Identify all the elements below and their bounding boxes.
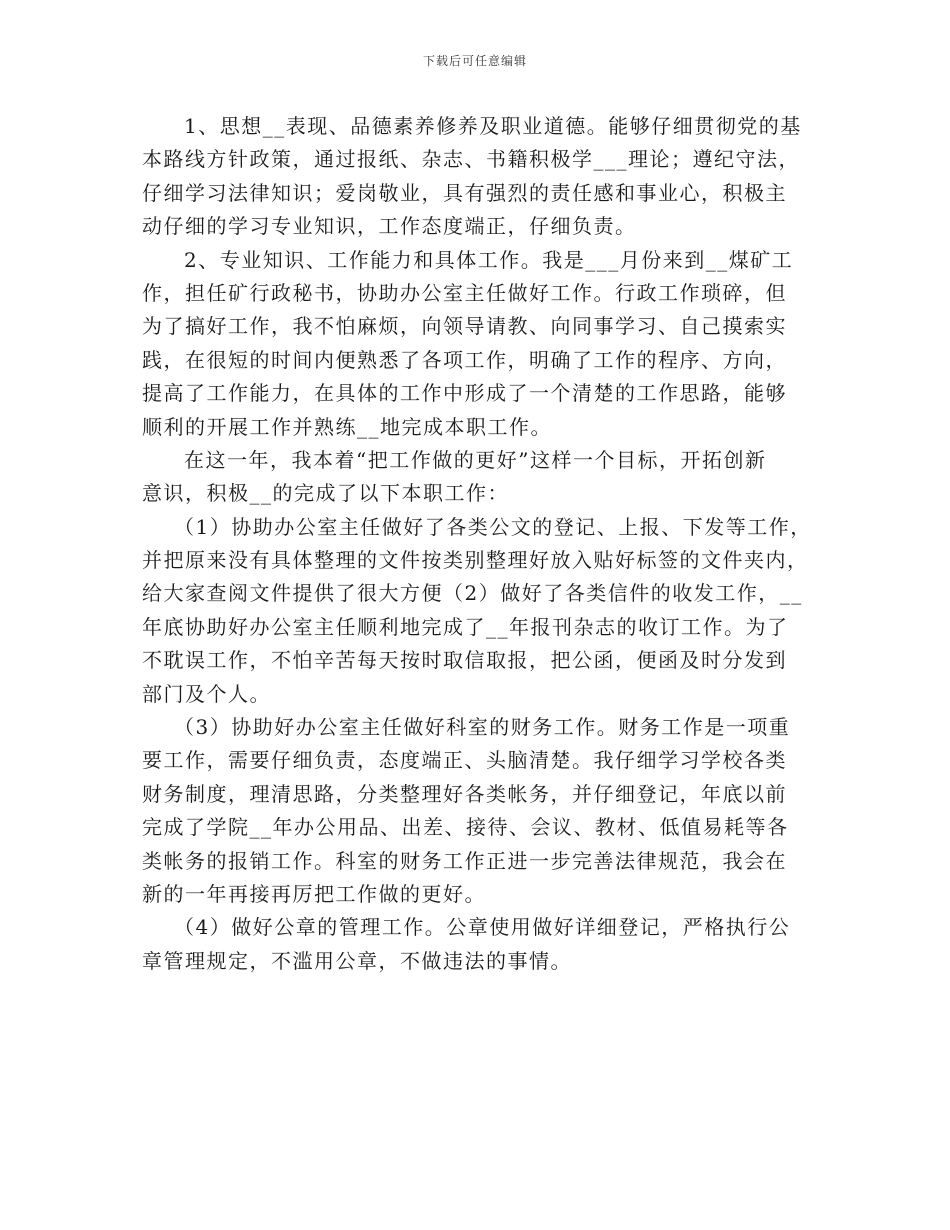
text-line: 顺利的开展工作并熟练__地完成本职工作。 <box>142 414 552 439</box>
text-line: 并把原来没有具体整理的文件按类别整理好放入贴好标签的文件夹内， <box>142 548 809 573</box>
text-line: 不耽误工作，不怕辛苦每天按时取信取报，把公函，便函及时分发到 <box>142 648 787 673</box>
text-line: 动仔细的学习专业知识，工作态度端正，仔细负责。 <box>142 214 637 239</box>
text-line: 1、思想__表现、品德素养修养及职业道德。能够仔细贯彻党的基 <box>184 114 802 138</box>
text-line: 新的一年再接再厉把工作做的更好。 <box>142 881 486 906</box>
text-line: 作，担任矿行政秘书，协助办公室主任做好工作。行政工作琐碎，但 <box>142 280 787 305</box>
text-line: 践，在很短的时间内便熟悉了各项工作，明确了工作的程序、方向， <box>142 347 787 372</box>
paragraph-ideology <box>142 110 822 244</box>
document-body <box>142 110 822 978</box>
text-line: 仔细学习法律知识；爱岗敬业，具有强烈的责任感和事业心，积极主 <box>142 180 787 205</box>
text-line: （1）协助办公室主任做好了各类公文的登记、上报、下发等工作， <box>174 514 812 539</box>
text-line: （3）协助好办公室主任做好科室的财务工作。财务工作是一项重 <box>174 715 791 740</box>
paragraph-item-4 <box>142 911 822 978</box>
text-line: 为了搞好工作，我不怕麻烦，向领导请教、向同事学习、自己摸索实 <box>142 314 787 339</box>
paragraph-item-3 <box>142 711 822 911</box>
text-line: 要工作，需要仔细负责，态度端正、头脑清楚。我仔细学习学校各类 <box>142 748 787 773</box>
text-line: 提高了工作能力，在具体的工作中形成了一个清楚的工作思路，能够 <box>142 381 787 406</box>
paragraph-professional-knowledge <box>142 244 822 444</box>
text-line: 章管理规定，不滥用公章，不做违法的事情。 <box>142 948 572 973</box>
paragraph-year-goal <box>142 444 822 511</box>
text-line: 意识，积极__的完成了以下本职工作： <box>142 481 509 506</box>
text-line: 部门及个人。 <box>142 681 271 706</box>
text-line: 年底协助好办公室主任顺利地完成了__年报刊杂志的收订工作。为了 <box>142 614 789 639</box>
text-line: （4）做好公章的管理工作。公章使用做好详细登记，严格执行公 <box>174 915 791 940</box>
text-line: 本路线方针政策，通过报纸、杂志、书籍积极学___理论；遵纪守法， <box>142 147 800 172</box>
page-header: 下载后可任意编辑 <box>422 54 527 68</box>
text-line: 给大家查阅文件提供了很大方便（2）做好了各类信件的收发工作，__ <box>142 581 803 606</box>
text-line: 在这一年，我本着“把工作做的更好”这样一个目标，开拓创新 <box>184 447 767 472</box>
text-line: 完成了学院__年办公用品、出差、接待、会议、教材、低值易耗等各 <box>142 815 789 840</box>
text-line: 财务制度，理清思路，分类整理好各类帐务，并仔细登记，年底以前 <box>142 781 787 806</box>
paragraph-item-1-2 <box>142 511 822 711</box>
text-line: 2、专业知识、工作能力和具体工作。我是___月份来到__煤矿工 <box>184 247 794 272</box>
text-line: 类帐务的报销工作。科室的财务工作正进一步完善法律规范，我会在 <box>142 848 787 873</box>
